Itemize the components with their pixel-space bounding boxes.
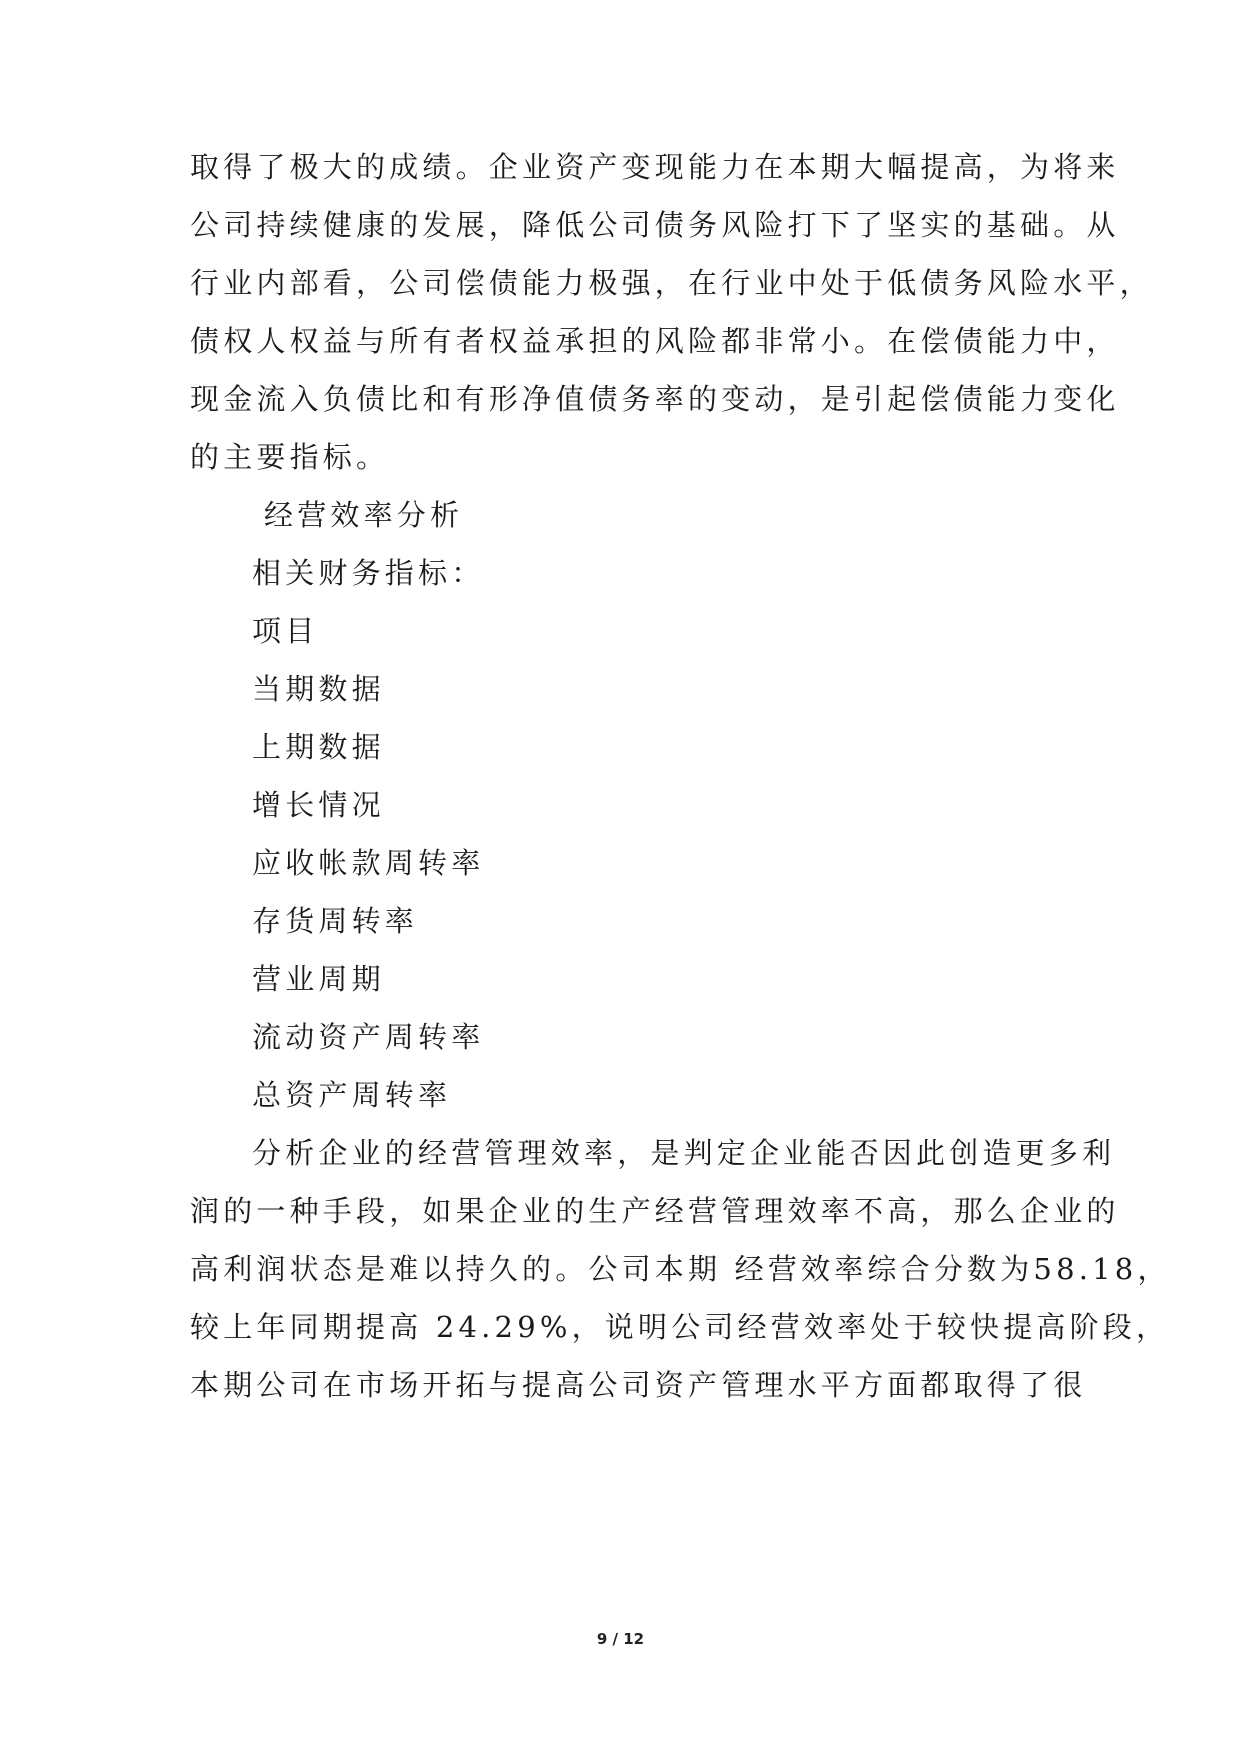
section-heading: 经营效率分析 <box>264 498 464 532</box>
table-header-previous: 上期数据 <box>252 730 385 764</box>
paragraph-line: 较上年同期提高 24.29%，说明公司经营效率处于较快提高阶段， <box>190 1310 1170 1344</box>
table-header-current: 当期数据 <box>252 672 385 706</box>
paragraph-line: 的主要指标。 <box>190 440 390 474</box>
paragraph-line: 高利润状态是难以持久的。公司本期 经营效率综合分数为58.18， <box>190 1252 1171 1286</box>
page-number: 9 / 12 <box>596 1630 645 1648</box>
table-row-label: 流动资产周转率 <box>252 1020 485 1054</box>
table-header-item: 项目 <box>252 614 319 648</box>
indicators-intro: 相关财务指标： <box>252 556 485 590</box>
paragraph-line: 现金流入负债比和有形净值债务率的变动，是引起偿债能力变化 <box>190 382 1120 416</box>
paragraph-line: 债权人权益与所有者权益承担的风险都非常小。在偿债能力中， <box>190 324 1120 358</box>
table-row-label: 存货周转率 <box>252 904 419 938</box>
paragraph-line: 分析企业的经营管理效率，是判定企业能否因此创造更多利 <box>252 1136 1116 1170</box>
paragraph-line: 公司持续健康的发展，降低公司债务风险打下了坚实的基础。从 <box>190 208 1120 242</box>
table-row-label: 营业周期 <box>252 962 385 996</box>
table-row-label: 应收帐款周转率 <box>252 846 485 880</box>
paragraph-line: 取得了极大的成绩。企业资产变现能力在本期大幅提高，为将来 <box>190 150 1120 184</box>
paragraph-line: 润的一种手段，如果企业的生产经营管理效率不高，那么企业的 <box>190 1194 1120 1228</box>
paragraph-line: 本期公司在市场开拓与提高公司资产管理水平方面都取得了很 <box>190 1368 1087 1402</box>
table-row-label: 总资产周转率 <box>252 1078 452 1112</box>
paragraph-line: 行业内部看，公司偿债能力极强，在行业中处于低债务风险水平， <box>190 266 1153 300</box>
table-header-growth: 增长情况 <box>252 788 385 822</box>
